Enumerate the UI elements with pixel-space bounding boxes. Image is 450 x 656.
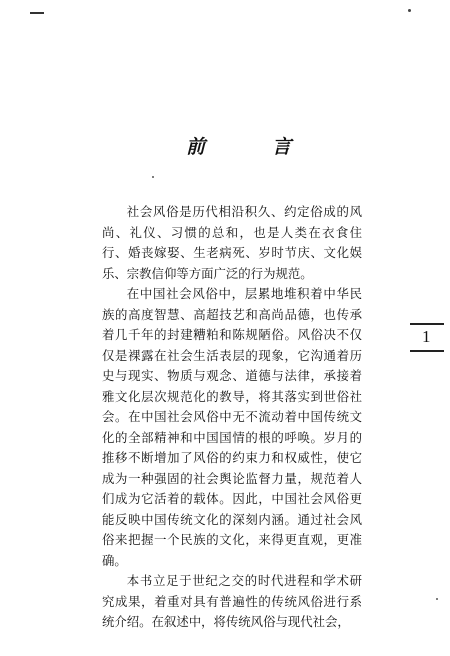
paragraph-3: 本书立足于世纪之交的时代进程和学术研究成果，着重对具有普遍性的传统风俗进行系统介绍。在叙述中，将传统风俗与现代社会， xyxy=(102,573,362,629)
paragraph-1: 社会风俗是历代相沿积久、约定俗成的风尚、礼仪、习惯的总和，也是人类在衣食住行、婚丧嫁娶、生老病死、岁时节庆、文化娱乐、宗教信仰等方面广泛的行为规范。 xyxy=(102,204,362,281)
paragraph-2: 在中国社会风俗中，层累地堆积着中华民族的高度智慧、高超技艺和高尚品德，也传承着几千年的封建糟粕和陈规陋俗。风俗决不仅仅是裸露在社会生活表层的现象，它沟通着历史与现实、物质与观念、道德与法律，承接着雅文化层次规范化的教导，将其落实到世俗社会。在中国社会风俗中无不流动着中国传统文化的全部精神和中国国情的根的呼唤。岁月的推移不断增加了风俗的约束力和权威性，使它成为一种强固的社会舆论监督力量，规范着人们成为它活着的载体。因此，中国社会风俗更能反映中国传统文化的深刻内涵。通过社会风俗来把握一个民族的文化，来得更直观，更准确。 xyxy=(102,286,362,568)
page-number-rule-bottom xyxy=(410,350,444,352)
top-margin-mark xyxy=(30,12,44,14)
print-speck xyxy=(436,598,438,600)
page-number: 1 xyxy=(422,327,431,346)
page-title: 前 言 xyxy=(186,136,316,158)
print-speck xyxy=(152,176,154,178)
top-margin-speck xyxy=(408,9,411,12)
preface-body xyxy=(102,202,362,633)
page-number-rule-top xyxy=(410,323,444,325)
